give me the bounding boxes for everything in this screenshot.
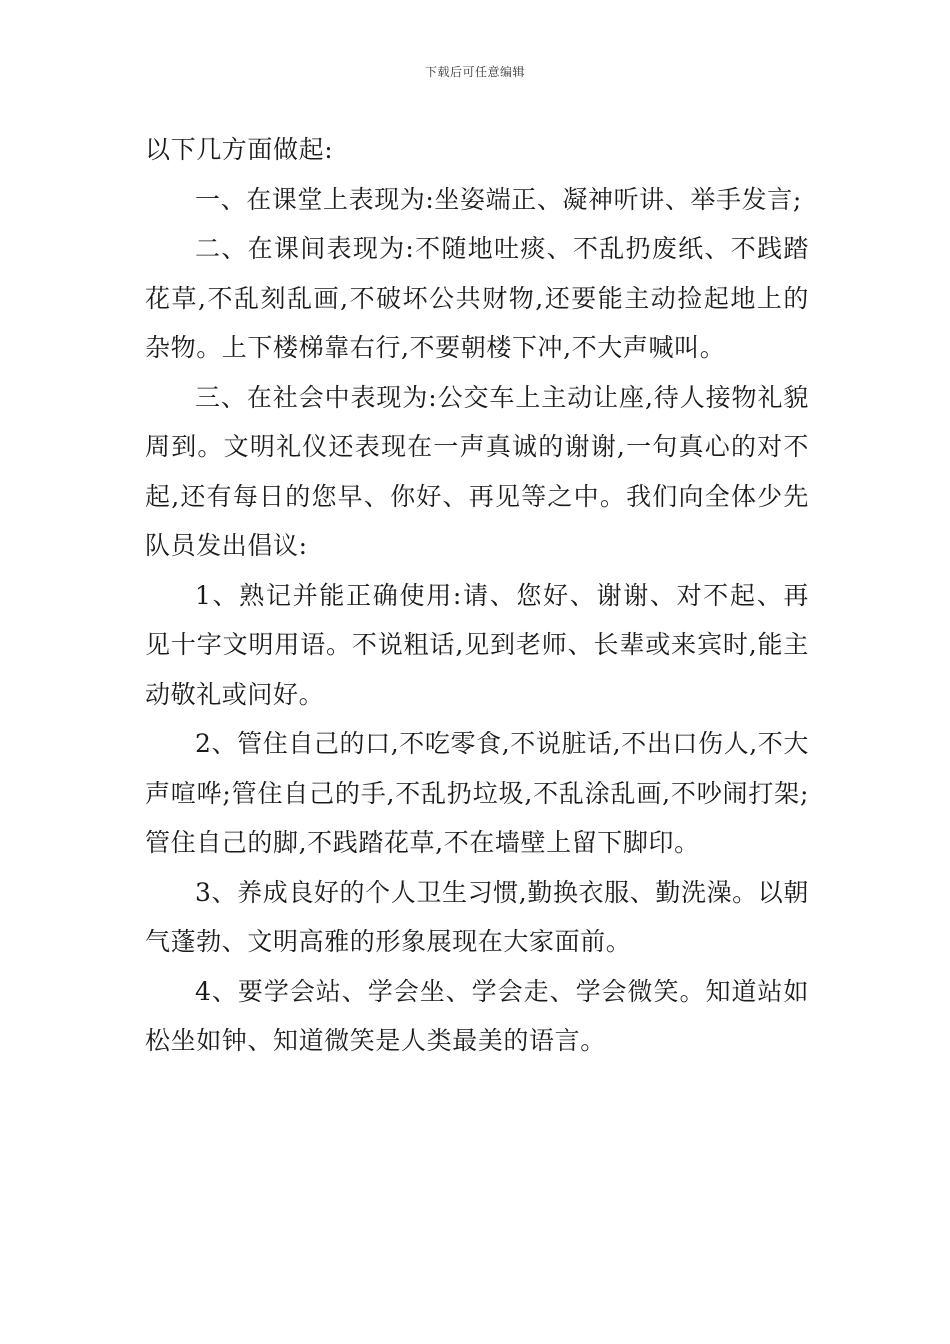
- paragraph-classroom: 一、在课堂上表现为:坐姿端正、凝神听讲、举手发言;: [195, 184, 802, 214]
- paragraph-proposal-3: 3、养成良好的个人卫生习惯,勤换衣服、勤洗澡。以朝气蓬勃、文明高雅的形象展现在大家面前。: [145, 877, 809, 956]
- paragraph-proposal-2: 2、管住自己的口,不吃零食,不说脏话,不出口伤人,不大声喧哗;管住自己的手,不乱扔垃圾,不乱涂乱画,不吵闹打架;管住自己的脚,不践踏花草,不在墙壁上留下脚印。: [145, 729, 809, 857]
- document-body: [145, 125, 809, 1066]
- paragraph-break-time: 二、在课间表现为:不随地吐痰、不乱扔废纸、不践踏花草,不乱刻乱画,不破坏公共财物,还要能主动捡起地上的杂物。上下楼梯靠右行,不要朝楼下冲,不大声喊叫。: [145, 234, 809, 362]
- paragraph-proposal-1: 1、熟记并能正确使用:请、您好、谢谢、对不起、再见十字文明用语。不说粗话,见到老师、长辈或来宾时,能主动敬礼或问好。: [145, 580, 809, 709]
- paragraph-intro: 以下几方面做起:: [145, 135, 334, 164]
- paragraph-society: 三、在社会中表现为:公交车上主动让座,待人接物礼貌周到。文明礼仪还表现在一声真诚的谢谢,一句真心的对不起,还有每日的您早、你好、再见等之中。我们向全体少先队员发出倡议:: [145, 382, 809, 560]
- paragraph-proposal-4: 4、要学会站、学会坐、学会走、学会微笑。知道站如松坐如钟、知道微笑是人类最美的语言。: [145, 976, 809, 1055]
- page-header: 下载后可任意编辑: [424, 65, 525, 79]
